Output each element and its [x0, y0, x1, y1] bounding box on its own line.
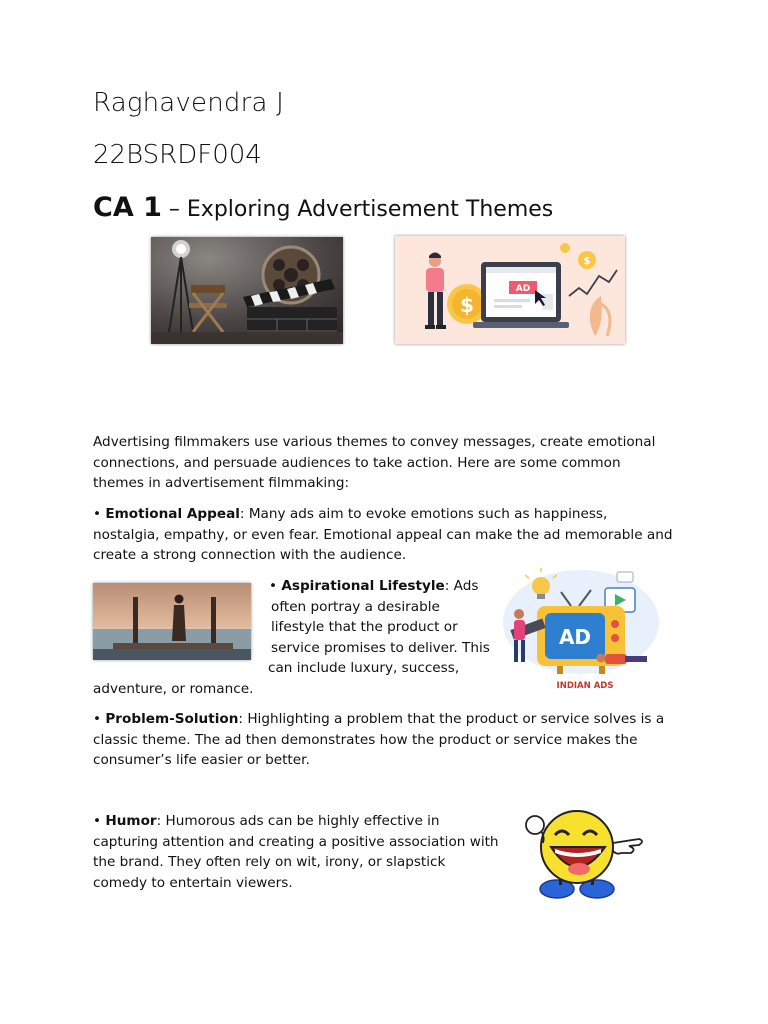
- document-title: [93, 192, 553, 223]
- theme-label: Humor: [105, 813, 157, 829]
- theme-label: Problem-Solution: [105, 711, 239, 727]
- author-name: Raghavendra J: [93, 88, 284, 118]
- theme-aspirational-lifestyle: [93, 576, 493, 700]
- indian-ads-badge: AD: [558, 625, 592, 649]
- intro-paragraph: Advertising filmmakers use various themes to convey messages, create emotional connections, and persuade audiences to take action. Here are some common themes in advertisement filmmaking:: [93, 434, 656, 492]
- theme-problem-solution: [93, 709, 673, 771]
- title-prefix: CA 1: [93, 192, 162, 223]
- indian-ads-caption: INDIAN ADS: [556, 681, 614, 691]
- theme-text: : Highlighting a problem that the product or service solves is a classic theme. The ad then demonstrates how the product or service makes the consumer’s life easier or better.: [93, 711, 665, 769]
- theme-text: : Many ads aim to evoke emotions such as happiness, nostalgia, empathy, or even fear. Emotional appeal can make the ad memorable and create a strong connection with the audience.: [93, 506, 673, 564]
- theme-text-line: : Ads: [444, 578, 479, 594]
- theme-text-line: adventure, or romance.: [93, 680, 254, 697]
- film-set-image: [151, 237, 343, 344]
- theme-label: Emotional Appeal: [105, 506, 240, 522]
- bullet: •: [93, 813, 106, 829]
- ad-badge: AD: [515, 284, 531, 294]
- bullet: •: [269, 578, 282, 594]
- theme-text-line: can include luxury, success,: [268, 660, 460, 677]
- theme-text-line: service promises to deliver. This: [271, 639, 490, 656]
- indian-ads-illustration: [497, 566, 659, 692]
- svg-text:$: $: [460, 293, 474, 317]
- bullet: •: [93, 711, 106, 727]
- theme-text: : Humorous ads can be highly effective in capturing attention and creating a positive association with the brand. They often rely on wit, irony, or slapstick comedy to entertain viewers.: [93, 813, 499, 891]
- theme-emotional-appeal: [93, 504, 673, 566]
- title-rest: – Exploring Advertisement Themes: [161, 197, 554, 222]
- theme-humor: [93, 811, 503, 893]
- bullet: •: [93, 506, 106, 522]
- theme-label: Aspirational Lifestyle: [281, 578, 445, 594]
- laughing-emoji-icon: [521, 805, 647, 903]
- theme-text-line: often portray a desirable: [271, 598, 440, 615]
- svg-text:$: $: [583, 256, 591, 267]
- advertising-illustration: [395, 236, 625, 344]
- registration-number: 22BSRDF004: [93, 140, 262, 170]
- theme-text-line: lifestyle that the product or: [271, 619, 458, 636]
